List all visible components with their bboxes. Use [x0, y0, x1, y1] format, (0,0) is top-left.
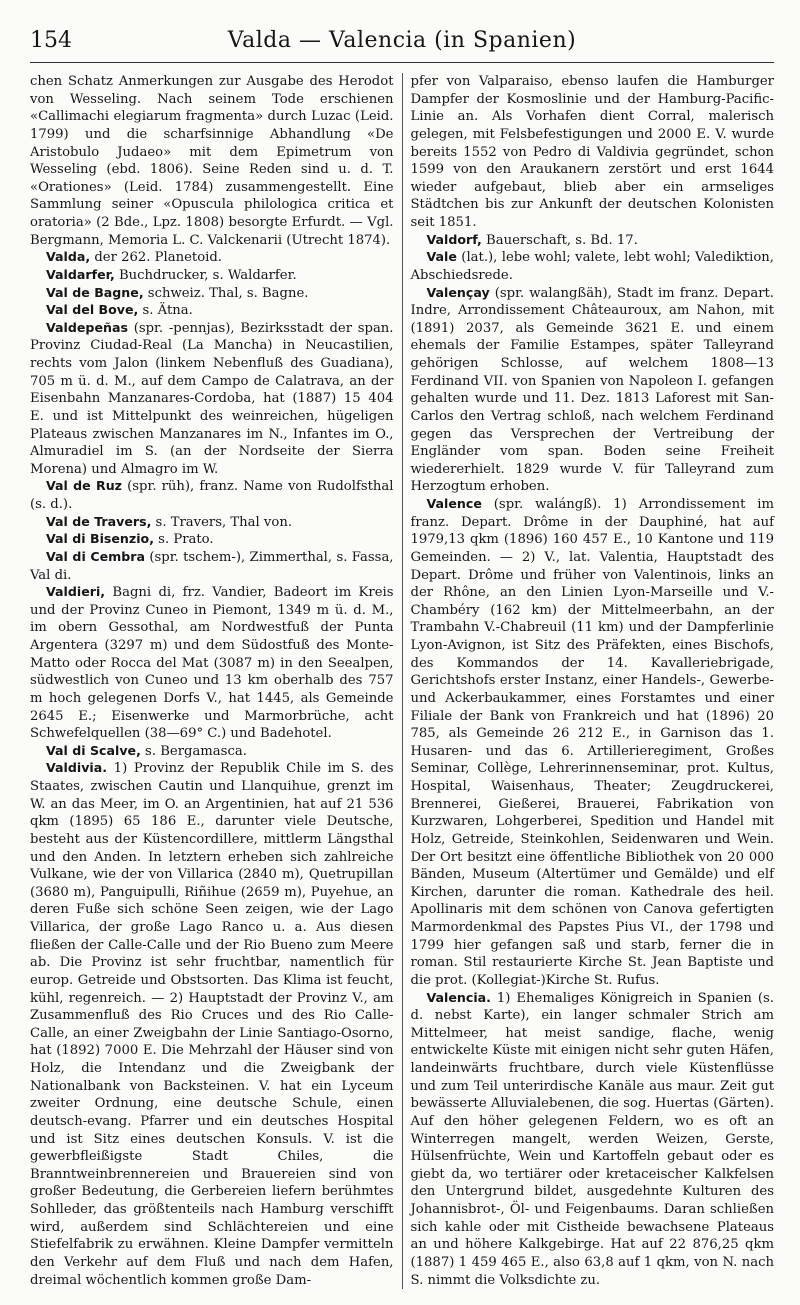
dictionary-entry — [411, 232, 775, 250]
dictionary-entry — [411, 990, 775, 1290]
entry-text: s. Bergamasca. — [140, 743, 247, 759]
dictionary-entry — [411, 249, 775, 284]
dictionary-entry — [30, 549, 394, 584]
page-number: 154 — [30, 28, 72, 53]
entry-headword: Val di Scalve, — [46, 742, 141, 758]
entry-text: (spr. walangßäh), Stadt im franz. Depart. Indre, Arrondissement Châteauroux, am Nahon, mit (1891) 2037, als Gemeinde 3621 E. und einem ehemals der Familie Estampes, später Talleyrand gehörigen Schlosse, auf welchem 1808—13 Ferdinand VII. von Spanien von Napoleon I. gefangen gehalten wurde und 11. Dez. 1813 Laforest mit San-Carlos den Vertrag schloß, nach welchem Ferdinand gegen das Versprechen der Vertreibung der Engländer vom span. Boden seine Freiheit wiedererhielt. 1829 wurde V. für Talleyrand zum Herzogtum erhoben. — [410, 285, 774, 495]
entry-text: (spr. -pennjas), Bezirksstadt der span. Provinz Ciudad-Real (La Mancha) in Neucastilien, rechts vom Jalon (linkem Nebenfluß des Guadiana), 705 m ü. d. M., auf dem Campo de Calatrava, an der Eisenbahn Manzanares-Cordoba, hat (1887) 15 404 E. und ist Mittelpunkt des weinreichen, hügeligen Plateaus zwischen Manzanares im N., Infantes im O., Almuradiel im S. (an der Nordseite der Sierra Morena) und Almagro im W. — [30, 320, 394, 477]
dictionary-entry — [30, 584, 394, 743]
dictionary-entry — [30, 249, 394, 267]
entry-continuation — [411, 73, 775, 232]
entry-headword: Valdivia. — [46, 760, 108, 776]
entry-headword: Valdepeñas — [46, 319, 128, 335]
entry-headword: Val de Ruz — [46, 478, 123, 494]
entry-headword: Valda, — [46, 249, 91, 265]
entry-headword: Val de Bagne, — [46, 284, 144, 300]
entry-headword: Val de Travers, — [46, 513, 152, 529]
dictionary-entry — [30, 478, 394, 513]
entry-headword: Vale — [426, 249, 457, 265]
dictionary-entry — [30, 743, 394, 761]
dictionary-entry — [411, 496, 775, 990]
entry-headword: Valence — [426, 496, 482, 511]
entry-text: chen Schatz Anmerkungen zur Ausgabe des Herodot von Wesseling. Nach seinem Tode erschienen «Callimachi elegiarum fragmenta» durch Luzac (Leid. 1799) und die scharfsinnige Abhandlung «De Aristobulo Judaeo» mit dem Epimetrum von Wesseling (ebd. 1806). Seine Reden sind u. d. T. «Orationes» (Leid. 1784) zusammengestellt. Eine Sammlung seiner «Opuscula philologica critica et oratoria» (2 Bde., Lpz. 1808) besorgte Erfurdt. — Vgl. Bergmann, Memoria L. C. Valckenarii (Utrecht 1874). — [30, 74, 394, 248]
entry-headword: Val del Bove, — [46, 302, 139, 318]
entry-text: (spr. walángß). 1) Arrondissement im franz. Depart. Drôme in der Dauphiné, hat auf 1979,13 qkm (1896) 160 457 E., 10 Kantone und 119 Gemeinden. — 2) V., lat. Valentia, Hauptstadt des Depart. Drôme und früher von Valentinois, links an der Rhône, an den Linien Lyon-Marseille und V.-Chambéry (162 km) der Mittelmeerbahn, an der Trambahn V.-Chabreuil (11 km) und der Dampferlinie Lyon-Avignon, ist Sitz des Präfekten, eines Bischofs, des Kommandos der 14. Kavalleriebrigade, Gerichtshofs erster Instanz, einer Handels-, Gewerbe- und Ackerbaukammer, eines Forstamtes und einer Filiale der Bank von Frankreich und hat (1896) 20 785, als Gemeinde 26 212 E., in Garnison das 1. Husaren- und das 6. Artillerieregiment, Großes Seminar, Collège, Lehrerinnenseminar, prot. Kultus, Hospital, Waisenhaus, Theater; Zeugdruckerei, Brennerei, Gießerei, Brauerei, Fabrikation von Kurzwaren, Lohgerberei, Spedition und Handel mit Holz, Getreide, Steinkohlen, Seidenwaren und Wein. Der Ort besitzt eine öffentliche Bibliothek von 20 000 Bänden, Museum (Altertümer und Gemälde) und elf Kirchen, darunter die roman. Kathedrale des heil. Apollinaris mit dem schönen von Canova gefertigten Marmordenkmal des Papstes Pius VI., der 1798 und 1799 hier gefangen saß und starb, ferner die in roman. Stil restaurierte Kirche St. Jean Baptiste und die prot. (Kollegiat-)Kirche St. Rufus. — [410, 497, 774, 988]
entry-text: Buchdrucker, s. Waldarfer. — [114, 267, 297, 283]
entry-text: (spr. tschem-), Zimmerthal, s. Fassa, Val di. — [30, 549, 394, 583]
entry-text: s. Prato. — [153, 532, 214, 548]
dictionary-entry — [30, 531, 394, 549]
entry-headword: Valdorf, — [426, 231, 482, 247]
entry-headword: Val di Cembra — [46, 548, 145, 564]
entry-text: Bagni di, frz. Vandier, Badeort im Kreis und der Provinz Cuneo in Piemont, 1349 m ü. d. M., im obern Gessothal, am Nordwestfuß der Punta Argentera (3297 m) und dem Südostfuß des Monte-Matto oder Rocca del Mat (3087 m) in den Seealpen, südwestlich von Cuneo und 13 km oberhalb des 757 m hoch gelegenen Dorfs V., hat 1445, als Gemeinde 2645 E.; Eisenwerke und Marmorbrüche, acht Schwefelquellen (38—69° C.) und Badehotel. — [30, 585, 394, 742]
dictionary-entry — [30, 514, 394, 532]
dictionary-entry — [30, 302, 394, 320]
entry-text: 1) Ehemaliges Königreich in Spanien (s. d. nebst Karte), ein langer schmaler Strich am Mittelmeer, hat meist sandige, flache, wenig entwickelte Küste mit einigen nicht sehr guten Häfen, landeinwärts fruchtbare, durch viele Küstenflüsse und zum Teil unterirdische Kanäle aus maur. Zeit gut bewässerte Alluvialebenen, die sog. Huertas (Gärten). Auf den höher gelegenen Feldern, wo es oft an Winterregen mangelt, werden Weizen, Gerste, Hülsenfrüchte, Wein und Kartoffeln gebaut oder es giebt da, wo tertiärer oder kretaceischer Kalkfelsen den Untergrund bildet, ausgedehnte Kulturen des Johannisbrot-, Öl- und Feigenbaums. Daran schließen sich kahle oder mit Cistheide bewachsene Plateaus an und höhere Kalkgebirge. Hat auf 22 876,25 qkm (1887) 1 459 465 E., also 63,8 auf 1 qkm, von N. nach S. nimmt die Volksdichte zu. — [410, 990, 774, 1288]
entry-text: der 262. Planetoid. — [90, 250, 223, 266]
entry-continuation — [30, 73, 394, 249]
running-title: Valda — Valencia (in Spanien) — [227, 28, 577, 53]
column-divider — [402, 73, 403, 1289]
entry-text: schweiz. Thal, s. Bagne. — [143, 285, 309, 301]
right-column — [411, 73, 775, 1289]
dictionary-entry — [30, 760, 394, 1289]
dictionary-entry — [30, 285, 394, 303]
entry-text: s. Travers, Thal von. — [151, 514, 293, 530]
dictionary-entry — [30, 320, 394, 479]
entry-headword: Val di Bisenzio, — [46, 531, 154, 547]
dictionary-entry — [411, 285, 775, 497]
entry-text: 1) Provinz der Republik Chile im S. des Staates, zwischen Cautin und Llanquihue, grenzt im W. an das Meer, im O. an Argentinien, hat auf 21 536 qkm (1895) 65 186 E., darunter viele Deutsche, besteht aus der Küstencordillere, mittlerm Längsthal und den Anden. In letztern erheben sich zahlreiche Vulkane, wie der von Villarica (2840 m), Quetrupillan (3680 m), Panguipulli, Riñihue (2659 m), Puyehue, an deren Fuße sich schöne Seen zeigen, wie der Lago Villarica, der große Lago Ranco u. a. Aus diesen fließen der Calle-Calle und der Rio Bueno zum Meere ab. Die Provinz ist sehr fruchtbar, namentlich für europ. Getreide und Obstsorten. Das Klima ist feucht, kühl, regenreich. — 2) Hauptstadt der Provinz V., am Zusammenfluß des Rio Cruces und des Rio Calle-Calle, an einer Zweigbahn der Linie Santiago-Osorno, hat (1892) 7000 E. Die Mehrzahl der Häuser sind von Holz, die Intendanz und die Zweigbank der Nationalbank von Backsteinen. V. hat ein Lyceum zweiter Ordnung, eine deutsche Schule, einen deutsch-evang. Pfarrer und ein deutsches Hospital und ist Sitz eines deutschen Konsuls. V. ist die gewerbfleißigste Stadt Chiles, die Branntweinbrennereien und Brauereien sind von großer Bedeutung, die Gerbereien liefern berühmtes Sohlleder, das größtenteils nach Hamburg verschifft wird, außerdem sind Schlächtereien und eine Stiefelfabrik zu erwähnen. Kleine Dampfer vermitteln den Verkehr auf dem Fluß und nach dem Hafen, dreimal wöchentlich kommen große Dam- — [30, 761, 394, 1288]
entry-text: pfer von Valparaiso, ebenso laufen die Hamburger Dampfer der Kosmoslinie und der Hamburg-Pacific-Linie an. Als Vorhafen dient Corral, malerisch gelegen, mit Felsbefestigungen und 2000 E. V. wurde bereits 1552 von Pedro di Valdivia gegründet, schon 1599 von den Araukanern zerstört und erst 1644 wieder aufgebaut, blieb aber ein armseliges Städtchen bis zur Ankunft der deutschen Kolonisten seit 1851. — [410, 74, 774, 230]
entry-text: s. Ätna. — [138, 303, 193, 319]
dictionary-entry — [30, 267, 394, 285]
entry-headword: Valençay — [426, 284, 490, 300]
entry-text: (lat.), lebe wohl; valete, lebt wohl; Valediktion, Abschiedsrede. — [410, 250, 774, 283]
entry-headword: Valdarfer, — [46, 266, 115, 282]
entry-text: Bauerschaft, s. Bd. 17. — [481, 232, 638, 248]
two-column-body — [30, 73, 774, 1289]
entry-headword: Valdieri, — [46, 584, 106, 600]
entry-text: (spr. rüh), franz. Name von Rudolfsthal (s. d.). — [30, 479, 394, 512]
left-column — [30, 73, 394, 1289]
entry-headword: Valencia. — [426, 989, 491, 1005]
page-header — [30, 28, 774, 63]
